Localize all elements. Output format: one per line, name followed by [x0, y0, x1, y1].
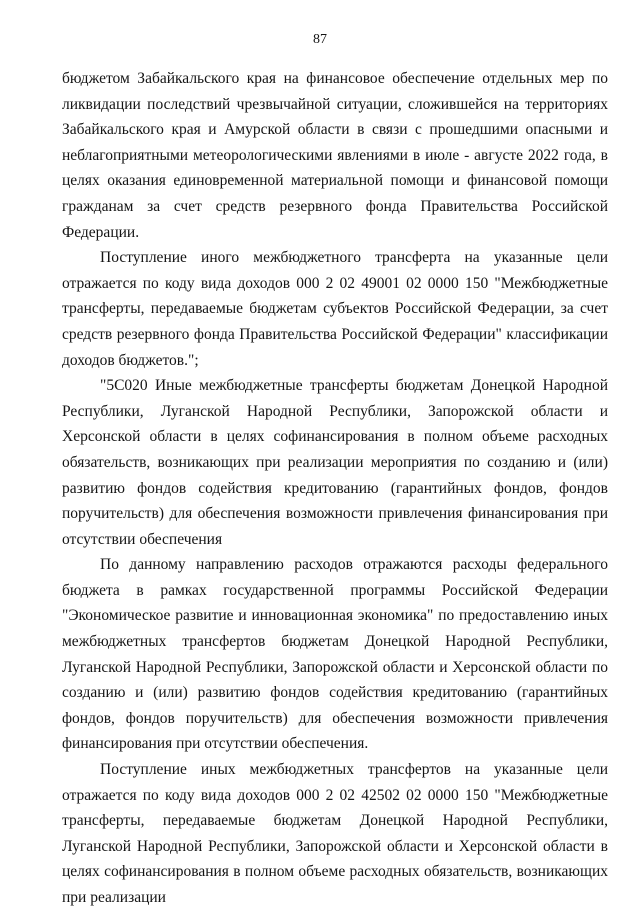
- paragraph-continued: бюджетом Забайкальского края на финансовое обеспечение отдельных мер по ликвидации последствий чрезвычайной ситуации, сложившейся на территориях Забайкальского края и Амурской области в связи с прошедшими опасными и неблагоприятными метеорологическими явлениями в июле - августе 2022 года, в целях оказания единовременной материальной помощи и финансовой помощи гражданам за счет средств резервного фонда Правительства Российской Федерации.: [62, 70, 608, 241]
- paragraph-5c020-heading: "5С020 Иные межбюджетные трансферты бюджетам Донецкой Народной Республики, Луганской Народной Республики, Запорожской области и Херсонской области в целях софинансирования в полном объеме расходных обязательств, возникающих при реализации мероприятия по созданию и (или) развитию фондов содействия кредитованию (гарантийных фондов, фондов поручительств) для обеспечения возможности привлечения финансирования при отсутствии обеспечения: [62, 377, 608, 548]
- paragraph-expenses-direction: По данному направлению расходов отражаются расходы федерального бюджета в рамках государственной программы Российской Федерации "Экономическое развитие и инновационная экономика" по предоставлению иных межбюджетных трансфертов бюджетам Донецкой Народной Республики, Луганской Народной Республики, Запорожской области и Херсонской области по созданию и (или) развитию фондов содействия кредитованию (гарантийных фондов, фондов поручительств) для обеспечения возможности привлечения финансирования при отсутствии обеспечения.: [62, 556, 608, 753]
- document-body: [62, 66, 608, 911]
- paragraph-income-single-transfer: Поступление иного межбюджетного трансферта на указанные цели отражается по коду вида доходов 000 2 02 49001 02 0000 150 "Межбюджетные трансферты, передаваемые бюджетам субъектов Российской Федерации, за счет средств резервного фонда Правительства Российской Федерации" классификации доходов бюджетов.";: [62, 249, 608, 369]
- page-number: 87: [313, 32, 327, 47]
- paragraph-income-transfers: Поступление иных межбюджетных трансфертов на указанные цели отражается по коду вида доходов 000 2 02 42502 02 0000 150 "Межбюджетные трансферты, передаваемые бюджетам Донецкой Народной Республики, Луганской Народной Республики, Запорожской области и Херсонской области в целях софинансирования в полном объеме расходных обязательств, возникающих при реализации: [62, 761, 608, 906]
